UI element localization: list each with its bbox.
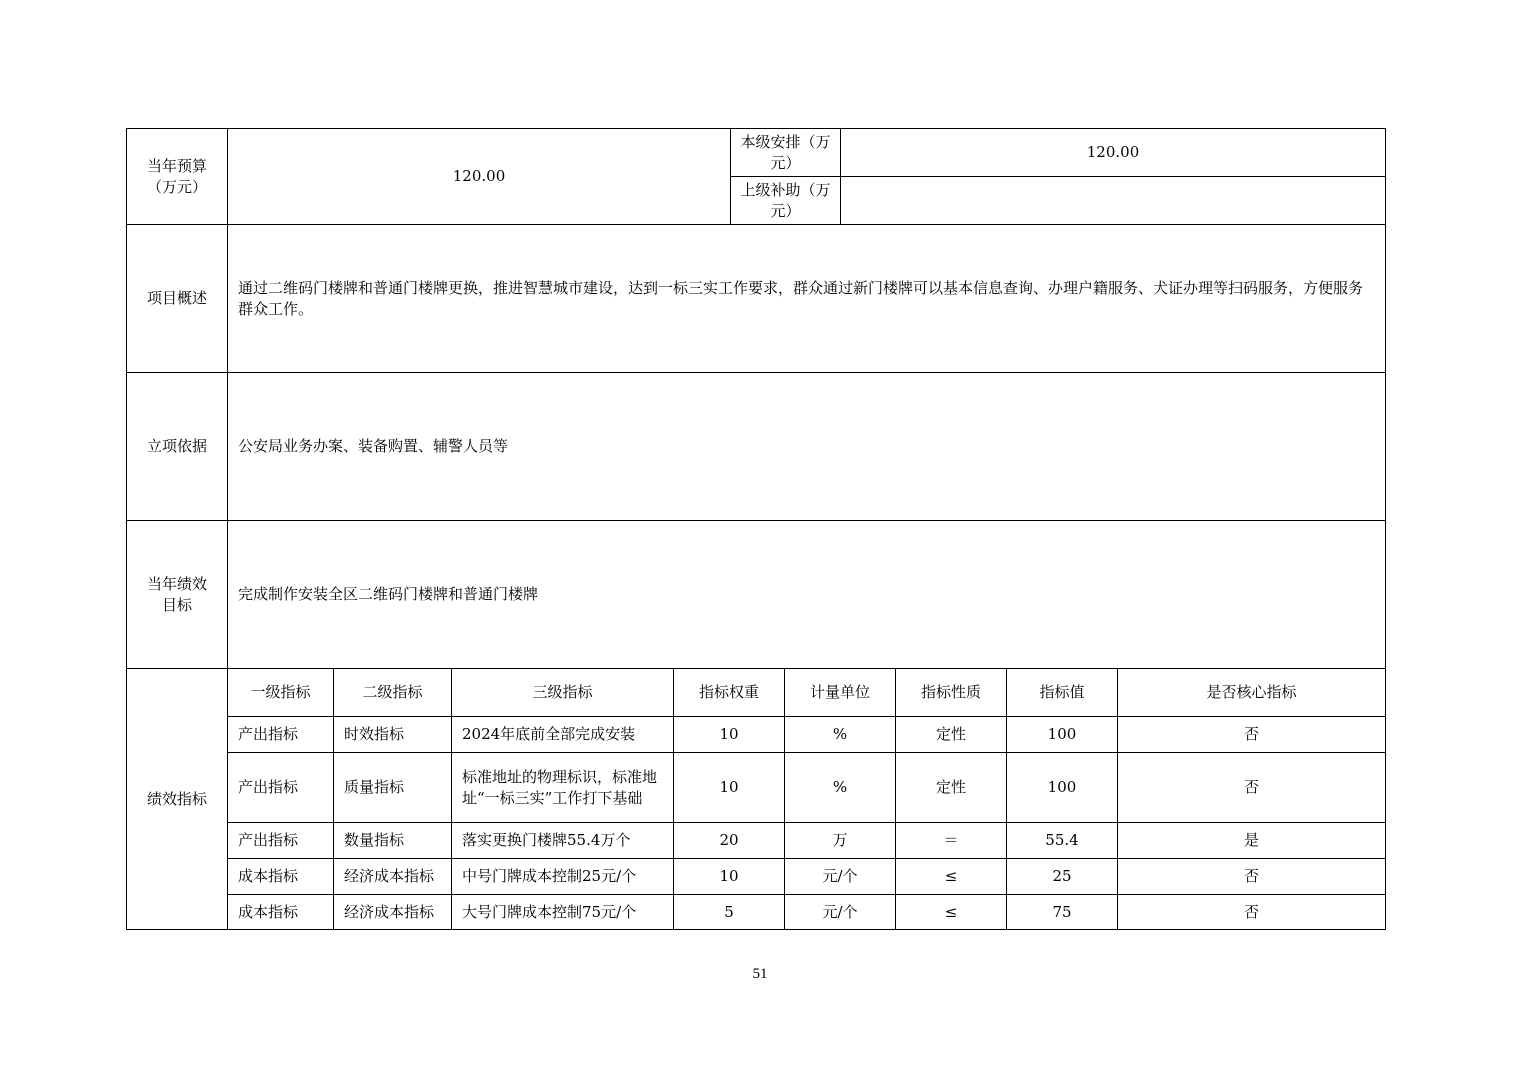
cell-text: 100 bbox=[1047, 725, 1077, 743]
header-nature bbox=[895, 668, 1007, 717]
table-row-1-level3 bbox=[451, 716, 674, 753]
upper-subsidy-value-cell bbox=[840, 176, 1386, 225]
table-row-2-value bbox=[1006, 752, 1118, 823]
cell-text: 10 bbox=[719, 867, 739, 885]
table-row-4-value bbox=[1006, 858, 1118, 895]
local-budget-label-line2: 元） bbox=[770, 153, 801, 172]
table-row-4-unit bbox=[784, 858, 896, 895]
cell-text: 时效指标 bbox=[344, 725, 405, 743]
cell-text: 数量指标 bbox=[344, 831, 405, 849]
cell-text: 经济成本指标 bbox=[344, 867, 435, 885]
local-budget-label-cell bbox=[730, 128, 841, 177]
table-row-5-core bbox=[1117, 894, 1386, 930]
header-weight bbox=[673, 668, 785, 717]
cell-text: 75 bbox=[1052, 902, 1072, 921]
cell-text: 2024年底前全部完成安装 bbox=[462, 725, 636, 743]
cell-text: 万 bbox=[832, 831, 848, 849]
cell-text: 100 bbox=[1047, 778, 1077, 796]
table-row-2-core bbox=[1117, 752, 1386, 823]
cell-text: 元/个 bbox=[822, 867, 858, 885]
cell-text: ≤ bbox=[944, 902, 958, 921]
cell-text: 是 bbox=[1243, 831, 1259, 849]
cell-text: ≤ bbox=[944, 867, 958, 885]
goal-label-line1: 当年绩效 bbox=[146, 574, 207, 593]
cell-text: 产出指标 bbox=[238, 831, 299, 849]
overview-label-cell bbox=[126, 224, 228, 373]
cell-text: 定性 bbox=[935, 725, 966, 743]
table-row-3-value bbox=[1006, 822, 1118, 859]
budget-label-cell bbox=[126, 128, 228, 225]
cell-text: 否 bbox=[1243, 902, 1259, 921]
budget-value-cell bbox=[227, 128, 731, 225]
header-value bbox=[1006, 668, 1118, 717]
overview-text-cell bbox=[227, 224, 1386, 373]
cell-text: % bbox=[832, 725, 848, 743]
cell-text: 否 bbox=[1243, 867, 1259, 885]
cell-text: 10 bbox=[719, 725, 739, 743]
upper-subsidy-label-line2: 元） bbox=[770, 201, 801, 220]
cell-text: 成本指标 bbox=[238, 902, 299, 921]
table-row-3-weight bbox=[673, 822, 785, 859]
table-row-1-core bbox=[1117, 716, 1386, 753]
overview-text: 通过二维码门楼牌和普通门楼牌更换，推进智慧城市建设，达到一标三实工作要求，群众通过新门楼牌可以基本信息查询、办理户籍服务、犬证办理等扫码服务，方便服务群众工作。 bbox=[238, 278, 1364, 318]
header-nature-text: 指标性质 bbox=[920, 683, 981, 701]
header-weight-text: 指标权重 bbox=[698, 683, 759, 701]
table-row-3-level2 bbox=[333, 822, 452, 859]
cell-text: 5 bbox=[724, 902, 734, 921]
table-row-1-unit bbox=[784, 716, 896, 753]
cell-text: % bbox=[832, 778, 848, 796]
cell-text: 成本指标 bbox=[238, 867, 299, 885]
basis-label-cell bbox=[126, 372, 228, 521]
table-row-5-nature bbox=[895, 894, 1007, 930]
budget-label-line2: （万元） bbox=[146, 177, 207, 196]
cell-text: 质量指标 bbox=[344, 778, 405, 796]
table-row-2-level3 bbox=[451, 752, 674, 823]
overview-label: 项目概述 bbox=[146, 289, 207, 307]
page-number: 51 bbox=[752, 966, 768, 982]
cell-text: ＝ bbox=[943, 831, 959, 849]
goal-label-cell bbox=[126, 520, 228, 669]
header-level3 bbox=[451, 668, 674, 717]
goal-text-cell bbox=[227, 520, 1386, 669]
local-budget-label-line1: 本级安排（万 bbox=[740, 132, 831, 151]
cell-text: 20 bbox=[719, 831, 739, 849]
cell-text: 经济成本指标 bbox=[344, 902, 435, 921]
cell-text: 大号门牌成本控制75元/个 bbox=[462, 902, 637, 921]
upper-subsidy-label-cell bbox=[730, 176, 841, 225]
cell-text: 标准地址的物理标识，标准地址“一标三实”工作打下基础 bbox=[462, 767, 658, 807]
header-core-text: 是否核心指标 bbox=[1206, 683, 1297, 701]
local-budget-value-cell bbox=[840, 128, 1386, 177]
table-row-4-level1 bbox=[227, 858, 334, 895]
cell-text: 产出指标 bbox=[238, 778, 299, 796]
header-value-text: 指标值 bbox=[1039, 683, 1085, 701]
cell-text: 定性 bbox=[935, 778, 966, 796]
header-level2 bbox=[333, 668, 452, 717]
basis-label: 立项依据 bbox=[146, 437, 207, 455]
budget-label-line1: 当年预算 bbox=[146, 156, 207, 175]
table-row-2-weight bbox=[673, 752, 785, 823]
upper-subsidy-label-line1: 上级补助（万 bbox=[740, 180, 831, 199]
table-row-1-level2 bbox=[333, 716, 452, 753]
header-level1 bbox=[227, 668, 334, 717]
table-row-1-value bbox=[1006, 716, 1118, 753]
cell-text: 产出指标 bbox=[238, 725, 299, 743]
table-row-4-weight bbox=[673, 858, 785, 895]
budget-value: 120.00 bbox=[452, 167, 506, 185]
basis-text: 公安局业务办案、装备购置、辅警人员等 bbox=[238, 437, 509, 455]
table-row-5-unit bbox=[784, 894, 896, 930]
cell-text: 10 bbox=[719, 778, 739, 796]
header-unit bbox=[784, 668, 896, 717]
table-row-1-level1 bbox=[227, 716, 334, 753]
header-unit-text: 计量单位 bbox=[809, 683, 870, 701]
table-row-3-unit bbox=[784, 822, 896, 859]
cell-text: 25 bbox=[1052, 867, 1072, 885]
table-row-4-level3 bbox=[451, 858, 674, 895]
table-row-4-core bbox=[1117, 858, 1386, 895]
table-row-2-level2 bbox=[333, 752, 452, 823]
table-row-3-nature bbox=[895, 822, 1007, 859]
table-row-5-level1 bbox=[227, 894, 334, 930]
table-row-5-value bbox=[1006, 894, 1118, 930]
cell-text: 中号门牌成本控制25元/个 bbox=[462, 867, 637, 885]
header-level1-text: 一级指标 bbox=[250, 683, 311, 701]
header-level2-text: 二级指标 bbox=[362, 683, 423, 701]
goal-text: 完成制作安装全区二维码门楼牌和普通门楼牌 bbox=[238, 585, 539, 603]
table-row-1-weight bbox=[673, 716, 785, 753]
header-core bbox=[1117, 668, 1386, 717]
goal-label-line2: 目标 bbox=[161, 595, 192, 614]
table-row-2-nature bbox=[895, 752, 1007, 823]
table-row-2-unit bbox=[784, 752, 896, 823]
header-level3-text: 三级指标 bbox=[532, 683, 593, 701]
table-row-1-nature bbox=[895, 716, 1007, 753]
table-row-3-level3 bbox=[451, 822, 674, 859]
cell-text: 否 bbox=[1243, 725, 1259, 743]
table-row-3-core bbox=[1117, 822, 1386, 859]
cell-text: 否 bbox=[1243, 778, 1259, 796]
indicators-label: 绩效指标 bbox=[146, 789, 207, 808]
indicators-label-cell bbox=[126, 668, 228, 930]
cell-text: 55.4 bbox=[1045, 831, 1079, 849]
cell-text: 落实更换门楼牌55.4万个 bbox=[462, 831, 631, 849]
cell-text: 元/个 bbox=[822, 902, 858, 921]
table-row-3-level1 bbox=[227, 822, 334, 859]
table-row-5-level3 bbox=[451, 894, 674, 930]
table-row-5-weight bbox=[673, 894, 785, 930]
table-row-5-level2 bbox=[333, 894, 452, 930]
local-budget-value: 120.00 bbox=[1086, 143, 1140, 161]
table-row-4-nature bbox=[895, 858, 1007, 895]
table-row-4-level2 bbox=[333, 858, 452, 895]
table-row-2-level1 bbox=[227, 752, 334, 823]
basis-text-cell bbox=[227, 372, 1386, 521]
